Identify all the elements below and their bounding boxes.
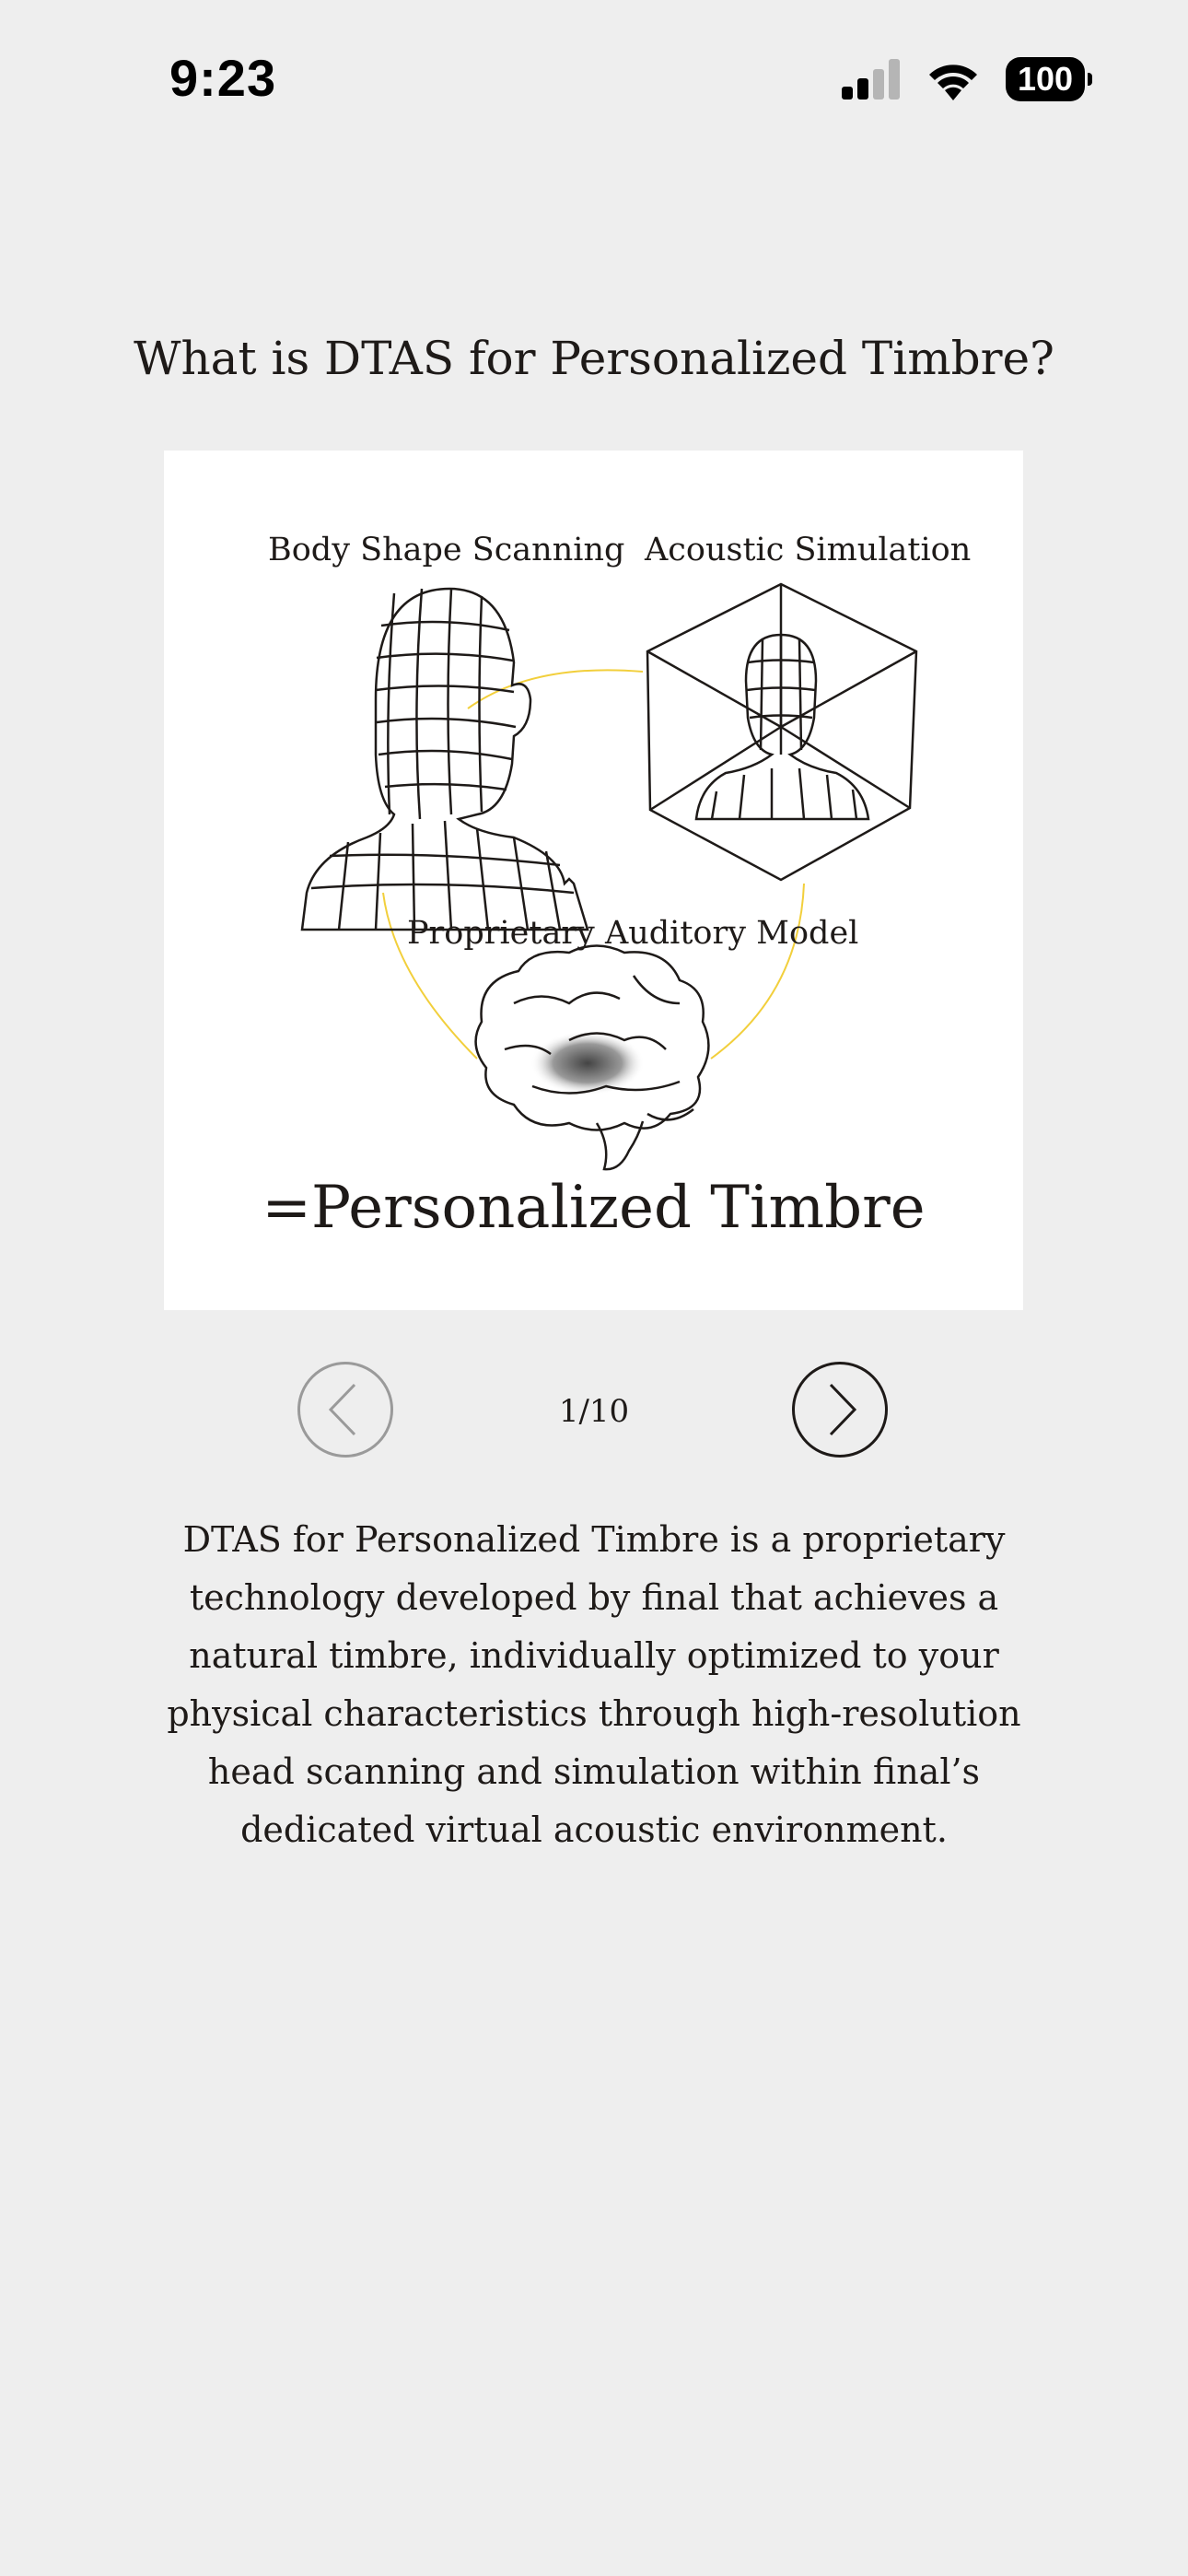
page-title: What is DTAS for Personalized Timbre? <box>134 332 1054 385</box>
next-button[interactable] <box>792 1362 888 1458</box>
head-scan-icon <box>302 589 588 930</box>
chevron-right-icon <box>795 1364 885 1455</box>
chevron-left-icon <box>300 1364 390 1455</box>
label-body-shape-scanning: Body Shape Scanning <box>268 532 625 568</box>
cellular-signal-icon <box>840 59 901 100</box>
acoustic-room-icon <box>647 584 916 880</box>
brain-icon <box>476 946 709 1170</box>
illustration-card <box>164 451 1023 1310</box>
status-time: 9:23 <box>169 49 277 107</box>
wifi-icon <box>925 58 982 100</box>
pager-count: 1/10 <box>558 1393 630 1430</box>
label-auditory-model: Proprietary Auditory Model <box>407 915 859 952</box>
status-icons <box>840 55 1085 103</box>
previous-button[interactable] <box>297 1362 393 1458</box>
status-bar <box>0 0 1188 157</box>
description-text: DTAS for Personalized Timbre is a proprietary technology developed by final that achieves a natural timbre, individually optimized to your physical characteristics through high-resolution head scanning and simulation within final’s dedicated virtual acoustic environment. <box>167 1519 1021 1850</box>
result-personalized-timbre: =Personalized Timbre <box>262 1174 926 1242</box>
label-acoustic-simulation: Acoustic Simulation <box>645 532 972 568</box>
battery-icon: 100 <box>1006 57 1085 101</box>
